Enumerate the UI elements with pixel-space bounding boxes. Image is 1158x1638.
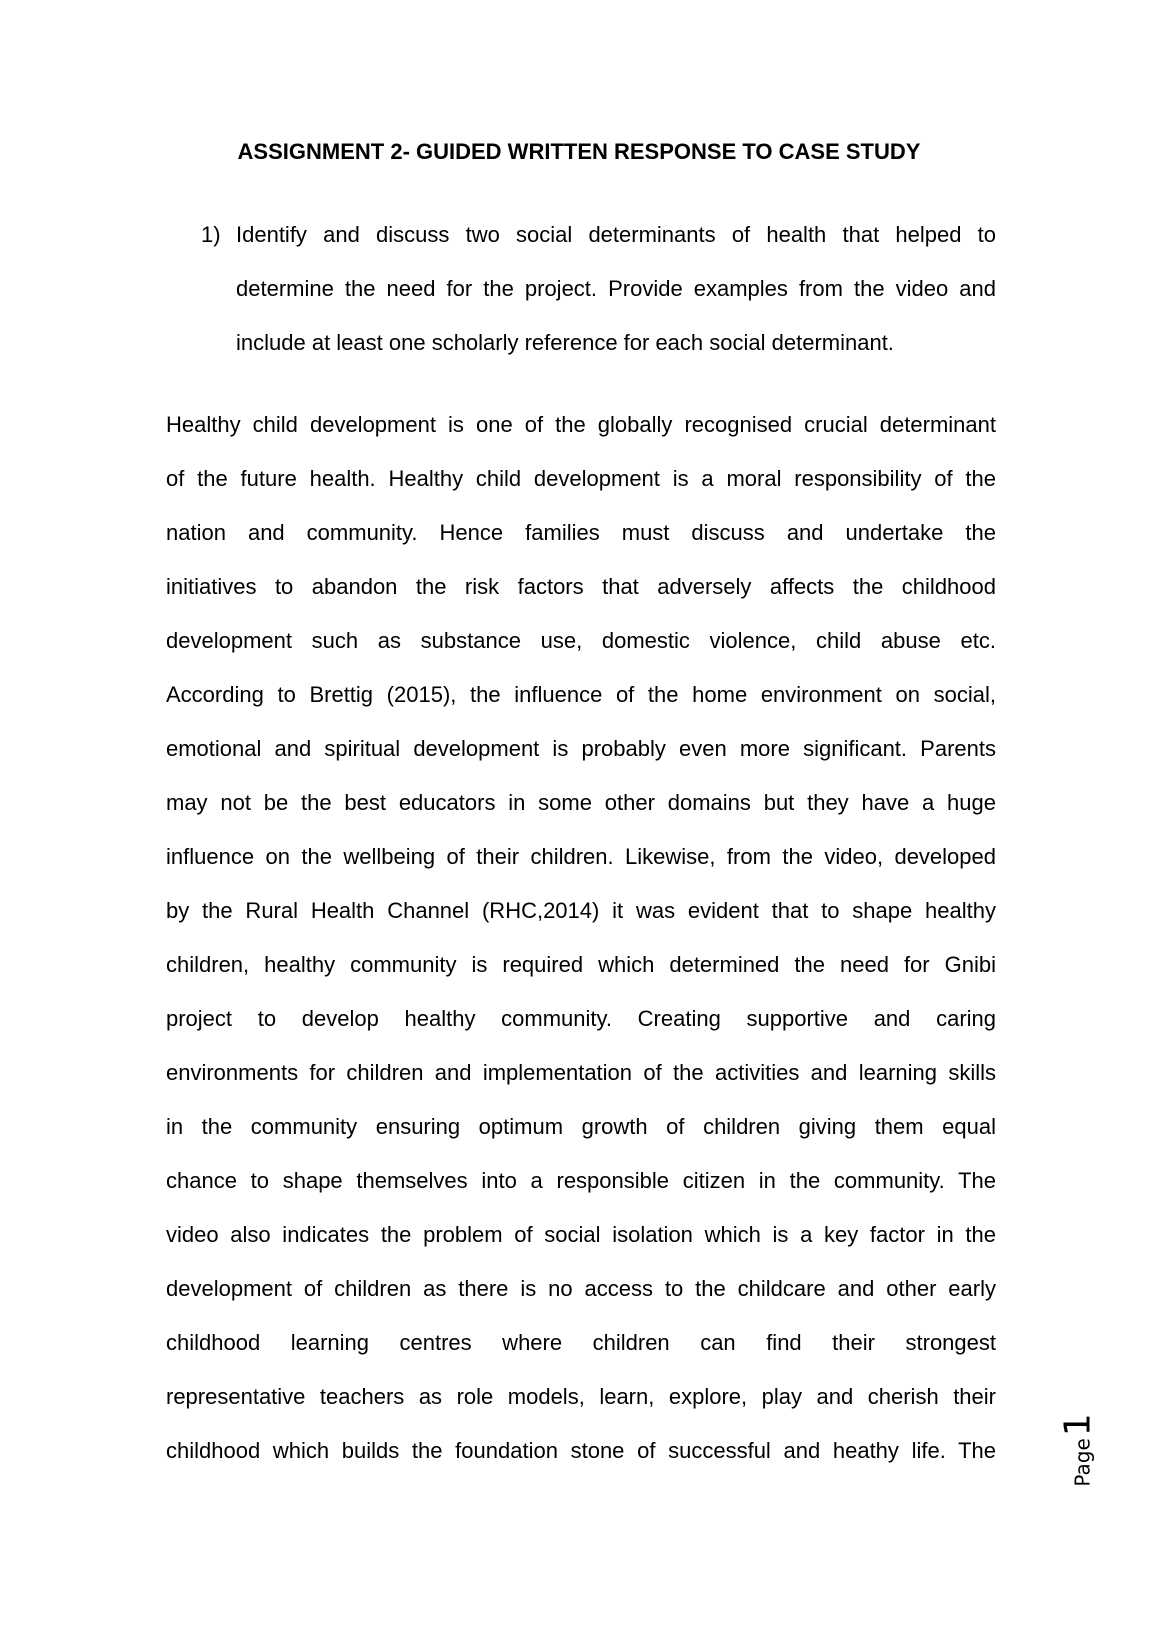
body-line: childhood learning centres where children can find their strongest — [166, 1330, 996, 1355]
document-title: ASSIGNMENT 2- GUIDED WRITTEN RESPONSE TO CASE STUDY — [237, 139, 921, 164]
question-number: 1) — [201, 222, 221, 247]
body-line: Healthy child development is one of the globally recognised crucial determinant — [166, 412, 996, 437]
question-text: Identify and discuss two social determinants of health that helped to determine the need for the project. Provide examples from the video and include at least one scholarly reference for each social determinant. — [236, 222, 996, 355]
body-line: influence on the wellbeing of their children. Likewise, from the video, developed — [166, 844, 996, 869]
page-label: Page — [1070, 1438, 1095, 1487]
body-line: by the Rural Health Channel (RHC,2014) it was evident that to shape healthy — [166, 898, 996, 923]
body-line: childhood which builds the foundation stone of successful and heathy life. The — [166, 1438, 996, 1463]
body-line: development such as substance use, domestic violence, child abuse etc. — [166, 628, 996, 653]
body-line: chance to shape themselves into a responsible citizen in the community. The — [166, 1168, 996, 1193]
body-line: representative teachers as role models, learn, explore, play and cherish their — [166, 1384, 996, 1409]
body-line: emotional and spiritual development is probably even more significant. Parents — [166, 736, 996, 761]
body-line: environments for children and implementation of the activities and learning skills — [166, 1060, 996, 1085]
body-line: initiatives to abandon the risk factors that adversely affects the childhood — [166, 574, 996, 599]
body-line: nation and community. Hence families must discuss and undertake the — [166, 520, 996, 545]
body-line: children, healthy community is required which determined the need for Gnibi — [166, 952, 996, 977]
body-line: development of children as there is no access to the childcare and other early — [166, 1276, 996, 1301]
page-number: 1 — [1057, 1413, 1099, 1437]
body-line: According to Brettig (2015), the influence of the home environment on social, — [166, 682, 996, 707]
question-item — [166, 208, 996, 370]
body-line: of the future health. Healthy child development is a moral responsibility of the — [166, 466, 996, 491]
body-line: video also indicates the problem of social isolation which is a key factor in the — [166, 1222, 996, 1247]
body-line: in the community ensuring optimum growth of children giving them equal — [166, 1114, 996, 1139]
body-paragraph — [166, 398, 996, 1478]
page-number-marker — [1058, 1400, 1098, 1500]
body-line: may not be the best educators in some other domains but they have a huge — [166, 790, 996, 815]
body-line: project to develop healthy community. Creating supportive and caring — [166, 1006, 996, 1031]
